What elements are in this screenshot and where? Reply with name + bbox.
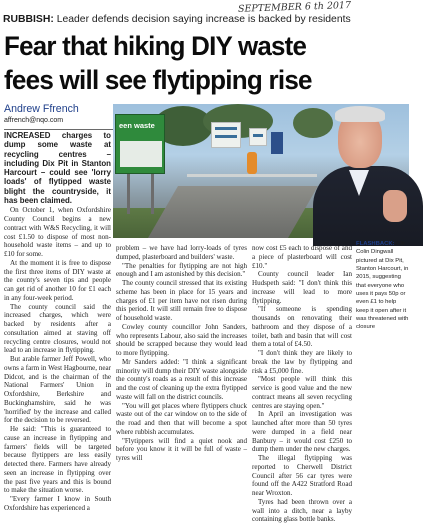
article-paragraph: He said: "This is guaranteed to cause an increase in flytipping and farmers' fields will be targeted because flytippers are less easily detected there. Farmers have already seen an increase in flytipping over the past five years and this is bound to make the situation worse. (4, 425, 111, 495)
article-column-3 (252, 244, 352, 524)
photo-sign-text: een waste (119, 121, 155, 130)
article-paragraph: On October 1, when Oxfordshire County Council begins a new contract with W&S Recycling, it will cost £1.50 to dispose of most non-household waste items – and up to £10 for some. (4, 206, 111, 259)
article-paragraph: The illegal flytipping was reported to Cherwell District Council after 56 car tyres were found off the A422 Stratford Road near Wroxton. (252, 454, 352, 497)
article-paragraph: Mr Sanders added: "I think a significant minority will dump their DIY waste alongside the county's roads as a result of this increase and the cost of cleaning up the extra flytipped waste will fall on the district councils. (116, 357, 247, 401)
article-paragraph: The county council said the increased charges, which were backed by residents after a consultation aimed at staving off recycling centre closures, would not lead to an increase in flytipping. (4, 302, 111, 355)
article-paragraph: "If someone is spending thousands on renovating their bathroom and they dispose of a toilet, bath and basin that will cost them a total of £4.50. (252, 305, 352, 349)
headline (4, 29, 408, 97)
article-paragraph: "Every farmer I know in South Oxfordshire has experienced a (4, 495, 111, 512)
handwritten-date: SEPTEMBER 6 th 2017 (237, 0, 352, 15)
article-lead-paragraph: INCREASED charges to dump some waste at recycling centres – including Dix Pit in Stanton Harcourt – could see 'lorry loads' of flytipped waste blight the countryside, it has been claimed. (4, 131, 111, 206)
article-paragraph: now cost £5 each to dispose of and a piece of plasterboard will cost £10." (252, 244, 352, 270)
article-paragraph: problem – we have had lorry-loads of tyres dumped, plasterboard and builders' waste. (116, 244, 247, 261)
article-paragraph: In April an investigation was launched after more than 50 tyres were dumped in a field near Banbury – it would cost £250 to dump them under the new charges. (252, 410, 352, 454)
article-paragraph: "The penalties for flytipping are not high enough and I am astonished by this decision." (116, 261, 247, 279)
photo-caption (356, 240, 409, 332)
headline-line-2: fees will see flytipping rise (4, 65, 312, 95)
person-icon (247, 152, 257, 174)
kicker-label: RUBBISH: (3, 14, 54, 25)
article-paragraph: Cowley county councillor John Sanders, who represents Labour, also said the increases should be scrapped because they would lead to more flytipping. (116, 322, 247, 357)
article-paragraph: "I don't think they are likely to break the law by flytipping and risk a £5,000 fine. (252, 349, 352, 375)
byline-name: Andrew Ffrench (4, 103, 79, 115)
article-column-1 (4, 131, 111, 513)
article-paragraph: At the moment it is free to dispose the first three items of DIY waste at the county's seven tips and people can get rid of another 10 for £1 each in any four-week period. (4, 258, 111, 302)
kicker-text: Leader defends decision saying increase is backed by residents (56, 14, 351, 25)
article-paragraph: But arable farmer Jeff Powell, who owns a farm in West Hagbourne, near Didcot, and is the chairman of the National Farmers' Union in Oxfordshire, Berkshire and Buckinghamshire, said he was 'horrified' by the increase and called for the decision to be reversed. (4, 355, 111, 425)
article-column-2 (116, 244, 247, 463)
info-sign-icon (211, 122, 241, 148)
kicker-line (3, 14, 409, 28)
headline-line-1: Fear that hiking DIY waste (4, 31, 307, 61)
article-photo (113, 104, 409, 238)
byline-email: affrench@nqo.com (4, 117, 114, 130)
article-paragraph: "You will get places where flytippers chuck waste out of the car window on to the side of the road and then that will become a spot where rubbish accumulates. (116, 401, 247, 436)
article-paragraph: Tyres had been thrown over a wall into a ditch, near a layby containing glass bottle banks. (252, 497, 352, 524)
article-paragraph: "Most people will think this service is good value and the new contract means all seven recycling centres are staying open." (252, 375, 352, 410)
article-paragraph: The county council stressed that its existing scheme has been in place for 15 years and charges of £1 per item have not risen during this period. It will still remain free to dispose of household waste. (116, 279, 247, 322)
article-paragraph: "Flytippers will find a quiet nook and before you know it it will be full of waste – tyres will (116, 436, 247, 462)
caption-text: Cllr Colin Dingwall pictured at Dix Pit, Stanton Harcourt, in 2015, suggesting that everyone who uses it pays 50p or even £1 to help keep it open after it was threatened with closure (356, 241, 409, 331)
caption-label: FLASHBACK: (356, 241, 395, 247)
recycling-centre-sign-icon (115, 114, 165, 174)
article-paragraph: County council leader Ian Hudspeth said: "I don't think this increase will lead to more flytipping. (252, 270, 352, 305)
